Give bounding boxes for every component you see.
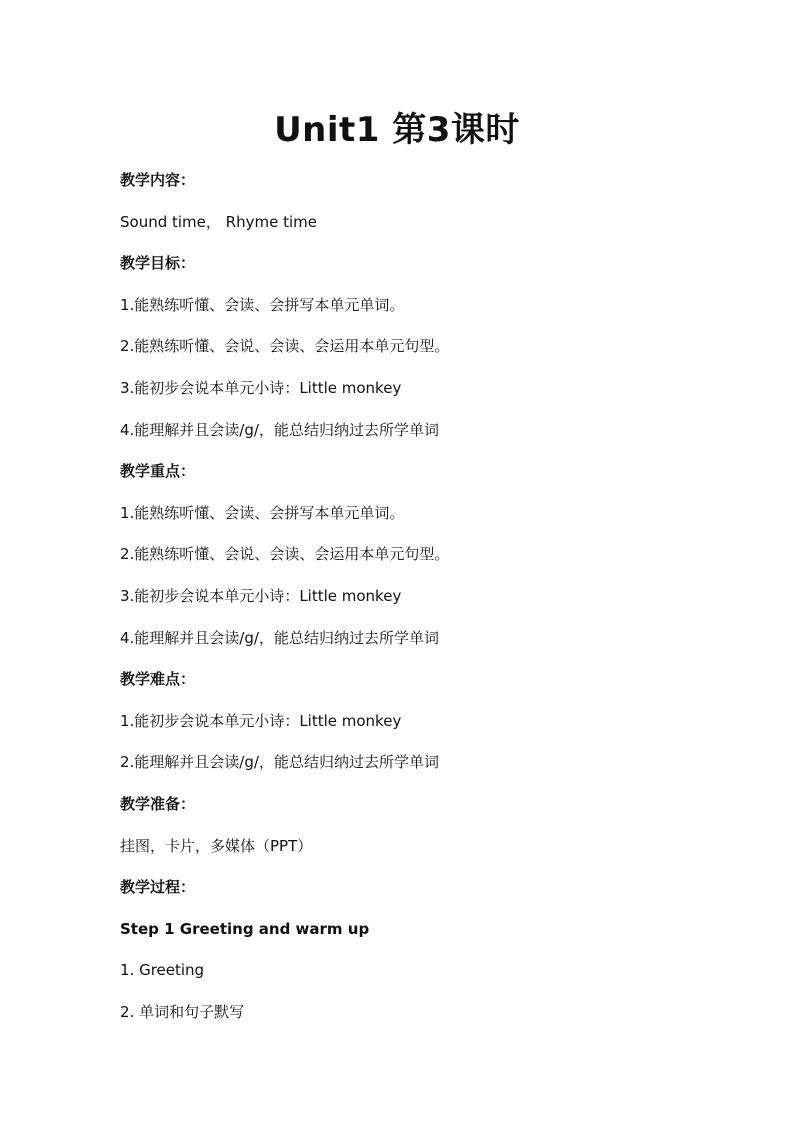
goal-item: 4.能理解并且会读/g/，能总结归纳过去所学单词 [120,420,439,439]
step1-item: 1. Greeting [120,961,205,980]
process-heading: 教学过程： [120,878,196,897]
step1-heading: Step 1 Greeting and warm up [120,919,370,938]
key-point-item: 4.能理解并且会读/g/，能总结归纳过去所学单词 [120,628,439,647]
document-body [120,166,720,1039]
goal-item: 1.能熟练听懂、会读、会拼写本单元单词。 [120,295,405,314]
preparation-heading: 教学准备： [120,794,196,813]
key-point-item: 3.能初步会说本单元小诗：Little monkey [120,586,402,605]
teaching-content-heading: 教学内容： [120,171,196,189]
difficulties-heading: 教学难点： [120,670,196,689]
difficulty-item: 2.能理解并且会读/g/，能总结归纳过去所学单词 [120,753,439,772]
preparation-text: 挂图，卡片，多媒体（PPT） [120,836,313,855]
step1-item: 2. 单词和句子默写 [120,1002,245,1021]
teaching-content-text: Sound time， Rhyme time [120,212,317,231]
document-title: Unit1 第3课时 [274,110,520,150]
teaching-goals-heading: 教学目标： [120,254,196,273]
goal-item: 3.能初步会说本单元小诗：Little monkey [120,378,402,397]
key-points-heading: 教学重点： [120,462,196,481]
difficulty-item: 1.能初步会说本单元小诗：Little monkey [120,711,402,730]
goal-item: 2.能熟练听懂、会说、会读、会运用本单元句型。 [120,337,450,356]
key-point-item: 2.能熟练听懂、会说、会读、会运用本单元句型。 [120,545,450,564]
key-point-item: 1.能熟练听懂、会读、会拼写本单元单词。 [120,503,405,522]
